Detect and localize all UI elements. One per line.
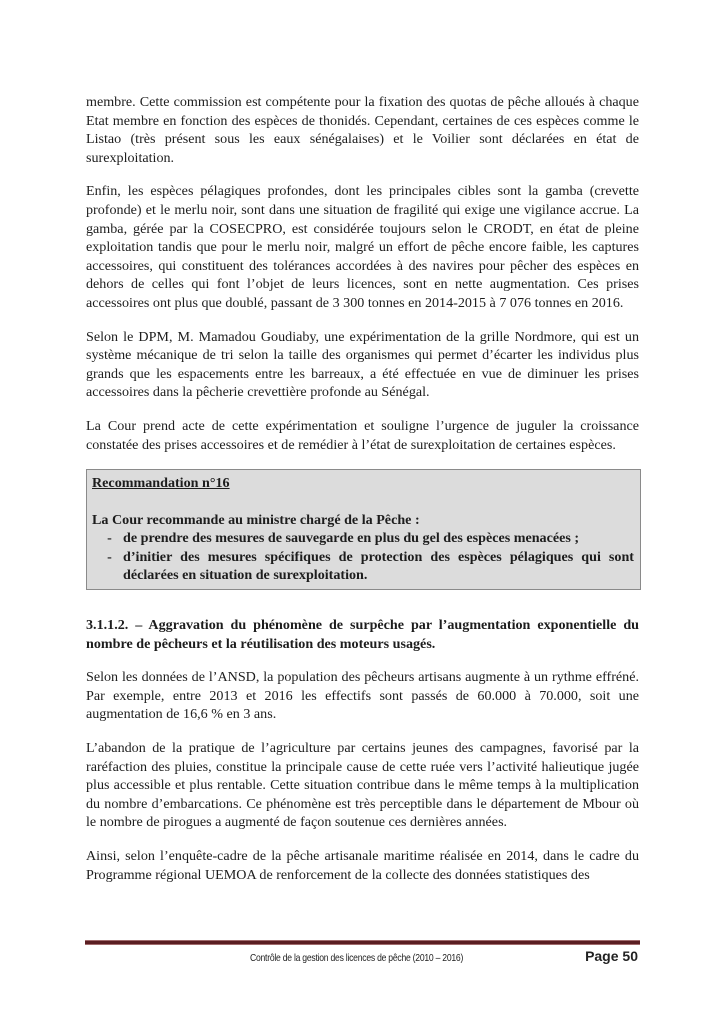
dash-bullet-icon: -: [107, 530, 112, 547]
recommendation-intro: La Cour recommande au ministre chargé de la Pêche :: [92, 511, 420, 528]
recommendation-item: [92, 529, 634, 548]
paragraph-thonides: membre. Cette commission est compétente pour la fixation des quotas de pêche alloués à chaque Etat membre en fonction des espèces de thonidés. Cependant, certaines de ces espèces comme le Listao (très présent sous les eaux sénégalaises) et le Voilier sont déclarées en état de surexploitation.: [86, 94, 639, 166]
paragraph-agriculture: L’abandon de la pratique de l’agriculture par certains jeunes des campagnes, favorisé par la raréfaction des pluies, constitue la principale cause de cette ruée vers l’activité halieutique jugée plus accessible et plus rentable. Cette situation contribue dans le même temps à la multiplication du nombre d’embarcations. Ce phénomène est très perceptible dans le département de Mbour où le nombre de pirogues a augmenté de façon soutenue ces dernières années.: [86, 740, 639, 831]
footer-title: Contrôle de la gestion des licences de pêche (2010 – 2016): [250, 952, 464, 964]
recommendation-item-text: de prendre des mesures de sauvegarde en plus du gel des espèces menacées ;: [123, 530, 580, 547]
dash-bullet-icon: -: [107, 548, 112, 565]
section-heading: 3.1.1.2. – Aggravation du phénomène de surpêche par l’augmentation exponentielle du nombre de pêcheurs et la réutilisation des moteurs usagés.: [86, 617, 639, 652]
paragraph-grille-nordmore: Selon le DPM, M. Mamadou Goudiaby, une expérimentation de la grille Nordmore, qui est un système mécanique de tri selon la taille des organismes qui permet d’écarter les individus plus grands que les espacements entre les barreaux, a été effectuée en vue de diminuer les prises accessoires dans la pêcherie crevettière profonde au Sénégal.: [86, 328, 639, 401]
recommendation-list: [92, 529, 634, 585]
paragraph-enquete-cadre: Ainsi, selon l’enquête-cadre de la pêche artisanale maritime réalisée en 2014, dans le cadre du Programme régional UEMOA de renforcement de la collecte des données statistiques des: [86, 848, 639, 883]
page-body: [86, 93, 639, 899]
paragraph-pelagiques-profondes: Enfin, les espèces pélagiques profondes, dont les principales cibles sont la gamba (crevette profonde) et le merlu noir, sont dans une situation de fragilité qui exige une vigilance accrue. La gamba, gérée par la COSECPRO, est considérée toujours selon le CRODT, en état de pleine exploitation tandis que pour le merlu noir, malgré un effort de pêche encore faible, les captures accessoires, qui constituent des tolérances accordées à des navires pour pêcher des espèces en dehors de celles qui font l’objet de leurs licences, sont en nette augmentation. Ces prises accessoires ont plus que doublé, passant de 3 300 tonnes en 2014-2015 à 7 076 tonnes en 2016.: [86, 183, 639, 311]
recommendation-item-text: d’initier des mesures spécifiques de protection des espèces pélagiques qui sont déclarées en situation de surexploitation.: [123, 548, 634, 584]
recommendation-box: [86, 469, 641, 590]
footer-rule: [85, 940, 640, 945]
paragraph-ansd: Selon les données de l’ANSD, la population des pêcheurs artisans augmente à un rythme effréné. Par exemple, entre 2013 et 2016 les effectifs sont passés de 60.000 à 70.000, soit une augmentation de 16,6 % en 3 ans.: [86, 669, 639, 723]
recommendation-title: Recommandation n°16: [92, 475, 230, 492]
paragraph-cour-prend-acte: La Cour prend acte de cette expérimentation et souligne l’urgence de juguler la croissance constatée des prises accessoires et de remédier à l’état de surexploitation de certaines espèces.: [86, 417, 639, 453]
page-number: Page 50: [585, 948, 638, 964]
recommendation-item: [92, 548, 634, 585]
